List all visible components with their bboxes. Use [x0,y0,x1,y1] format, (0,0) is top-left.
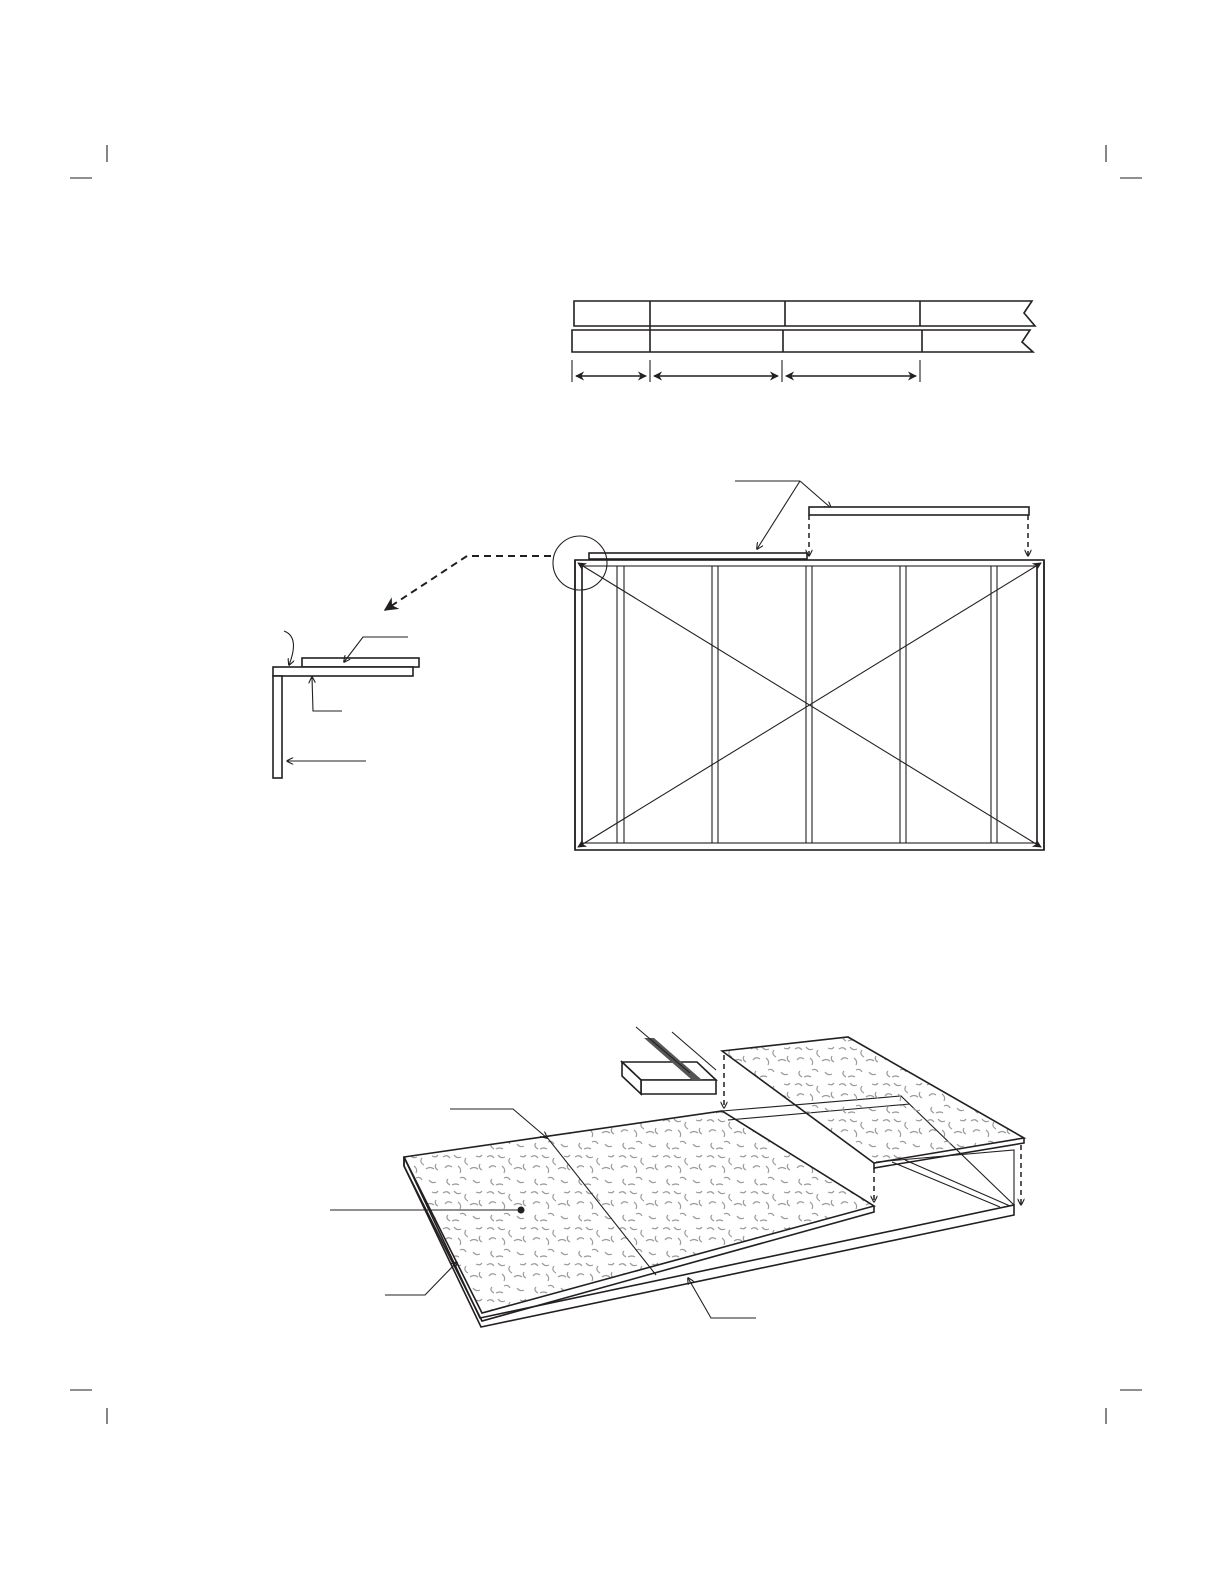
detail-floor-plate [273,667,413,676]
detail-stud [273,676,282,778]
frame-leader [385,1262,457,1295]
top-plate [574,301,1035,326]
floor-decking-figure [330,1027,1024,1327]
bottom-plate [572,330,1033,352]
seam-leader [450,1109,547,1138]
tongue-groove-edge-detail [622,1027,716,1094]
nail-point [518,1207,525,1214]
corner-detail-figure [273,631,419,778]
rim-leader [688,1278,756,1318]
decking-panel-installed [404,1111,874,1313]
detail-callout-circle [553,536,607,590]
floor-frame-figure [385,481,1044,850]
stud-layout-marking-figure [572,301,1035,382]
rim-board-installed [589,553,807,559]
detail-rim-board [302,658,419,667]
rim-board-loose [809,507,1029,515]
